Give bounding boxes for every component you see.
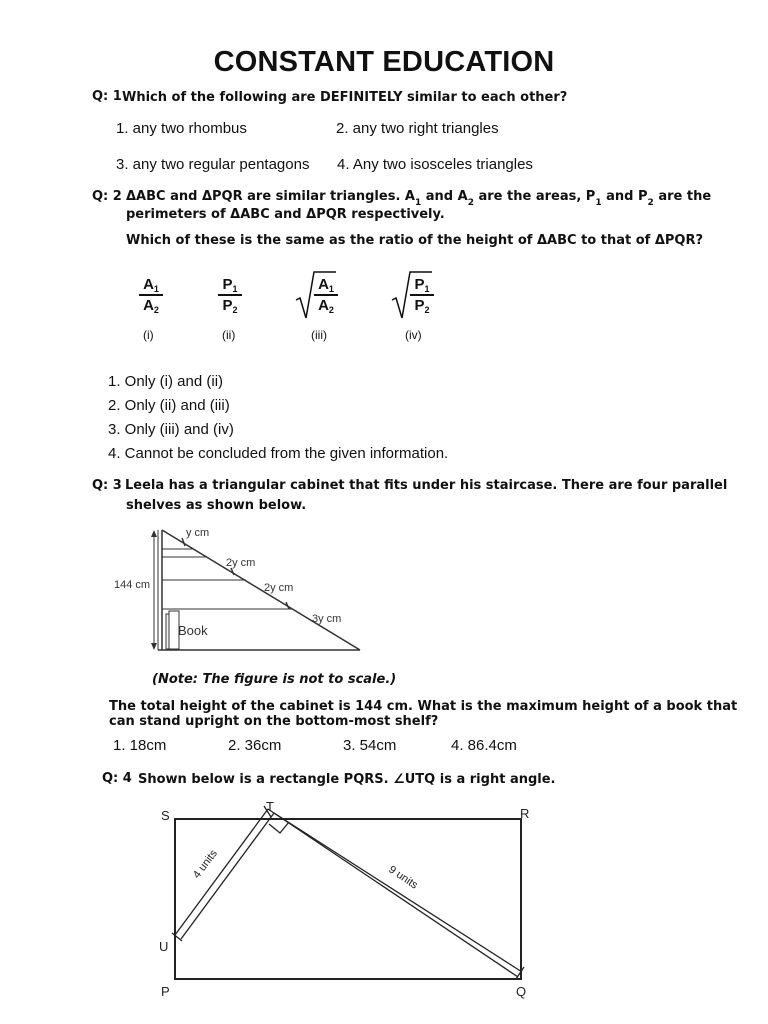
q4-text: Shown below is a rectangle PQRS. ∠UTQ is a right angle.: [138, 772, 556, 787]
rectangle-figure: [150, 795, 550, 1005]
label-2y-b: 2y cm: [264, 582, 294, 594]
q3-text2: can stand upright on the bottom-most shelf?: [109, 714, 439, 729]
q1-option-1: 1. any two rhombus: [116, 120, 247, 137]
q3-line2: shelves as shown below.: [126, 498, 307, 513]
q1-text: Which of the following are DEFINITELY similar to each other?: [122, 90, 568, 105]
q3-option-2: 2. 36cm: [228, 737, 282, 754]
fraction-iii-label: (iii): [311, 328, 327, 342]
label-U: U: [159, 939, 169, 954]
fraction-ii-label: (ii): [222, 328, 236, 342]
q1-option-3: 3. any two regular pentagons: [116, 156, 310, 173]
q4-label: Q: 4: [102, 771, 132, 786]
q2-question: Which of these is the same as the ratio of the height of ΔABC to that of ΔPQR?: [126, 233, 704, 248]
label-T: T: [266, 799, 274, 814]
fraction-ii: $P_1$ $P_2$: [218, 276, 242, 314]
q3-option-3: 3. 54cm: [343, 737, 397, 754]
page-title: CONSTANT EDUCATION: [213, 46, 555, 78]
q2-line1: ΔABC and ΔPQR are similar triangles. $A_1$ and $A_2$ are the areas, $P_1$ and $P_2$ are the: [126, 189, 712, 208]
q3-option-1: 1. 18cm: [113, 737, 167, 754]
q2-option-2: 2. Only (ii) and (iii): [108, 397, 230, 414]
q2-option-3: 3. Only (iii) and (iv): [108, 421, 234, 438]
q3-text1: The total height of the cabinet is 144 cm. What is the maximum height of a book that: [109, 699, 738, 714]
q2-option-4: 4. Cannot be concluded from the given information.: [108, 445, 449, 462]
label-3y: 3y cm: [312, 613, 342, 625]
label-144: 144 cm: [114, 579, 151, 591]
q3-label: Q: 3: [92, 478, 122, 493]
q2-option-1: 1. Only (i) and (ii): [108, 373, 224, 390]
cabinet-figure: [110, 522, 370, 662]
fraction-iv-label: (iv): [405, 328, 422, 342]
q1-option-2: 2. any two right triangles: [336, 120, 499, 137]
q1-option-4: 4. Any two isosceles triangles: [337, 156, 533, 173]
fraction-i: $A_1$ $A_2$: [139, 276, 163, 314]
label-book: Book: [178, 623, 208, 638]
label-9-units: 9 units: [386, 863, 420, 892]
fraction-i-label: (i): [143, 328, 154, 342]
label-S: S: [161, 808, 170, 823]
label-2y-a: 2y cm: [226, 557, 256, 569]
label-4-units: 4 units: [190, 847, 220, 881]
fraction-iv: $P_1$ $P_2$: [410, 276, 434, 314]
label-y: y cm: [186, 527, 210, 539]
label-R: R: [520, 806, 530, 821]
label-Q: Q: [516, 984, 527, 999]
label-P: P: [161, 984, 170, 999]
q3-option-4: 4. 86.4cm: [451, 737, 517, 754]
q3-note: (Note: The figure is not to scale.): [152, 672, 397, 687]
q2-label: Q: 2: [92, 189, 122, 204]
q1-label: Q: 1: [92, 89, 122, 104]
fraction-iii: $A_1$ $A_2$: [314, 276, 338, 314]
q3-line1: Leela has a triangular cabinet that fits under his staircase. There are four parallel: [125, 478, 728, 493]
q2-line2: perimeters of ΔABC and ΔPQR respectively.: [126, 207, 445, 222]
